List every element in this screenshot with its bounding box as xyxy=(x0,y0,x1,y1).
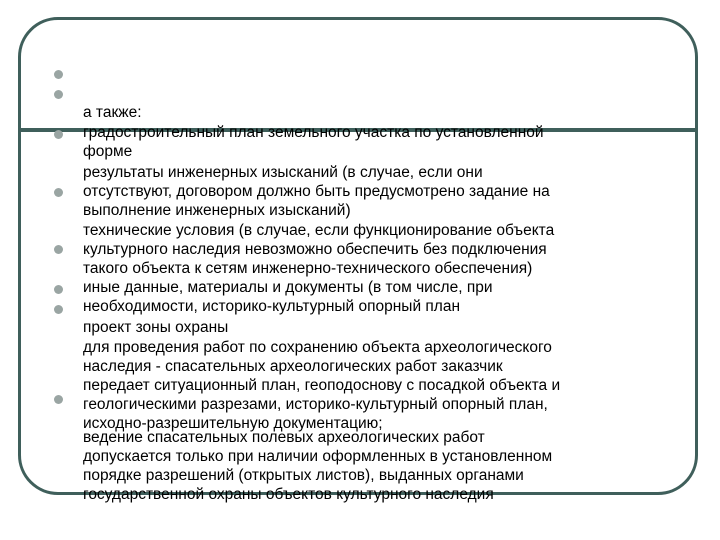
bullet-dot-icon xyxy=(54,188,63,197)
bullet-dot-icon xyxy=(54,245,63,254)
bullet-text: а также: xyxy=(83,104,142,121)
bullet-dot-icon xyxy=(54,130,63,139)
bullet-text: иные данные, материалы и документы (в том числе, при необходимости, историко-культурный опорный план xyxy=(83,279,493,315)
bullet-text: результаты инженерных изысканий (в случае, если они отсутствуют, договором должно быть предусмотрено задание на выполнение инженерных изысканий) xyxy=(83,164,550,219)
bullet-dot-icon xyxy=(54,90,63,99)
bullet-text: технические условия (в случае, если функционирование объекта культурного наследия невозможно обеспечить без подключения такого объекта к сетям инженерно-технического обеспечения) xyxy=(83,222,555,277)
bullet-dot-icon xyxy=(54,305,63,314)
bullet-item xyxy=(83,390,653,504)
bullet-dot-icon xyxy=(54,395,63,404)
bullet-text: градостроительный план земельного участка по установленной форме xyxy=(83,124,544,160)
bullet-dot-icon xyxy=(54,285,63,294)
bullet-text: проект зоны охраны xyxy=(83,319,229,336)
bullet-text: для проведения работ по сохранению объекта археологического наследия - спасательных археологических работ заказчик передает ситуационный план, геоподоснову с посадкой объекта и геологическими разрезами, историко-культурный опорный план, исходно-разрешительную документацию; xyxy=(83,339,561,432)
bullet-dot-icon xyxy=(54,70,63,79)
bullet-text: ведение спасательных полевых археологических работ допускается только при наличии оформленных в установленном порядке разрешений (открытых листов), выданных органами государственной охраны объектов культурного наследия xyxy=(83,429,553,503)
